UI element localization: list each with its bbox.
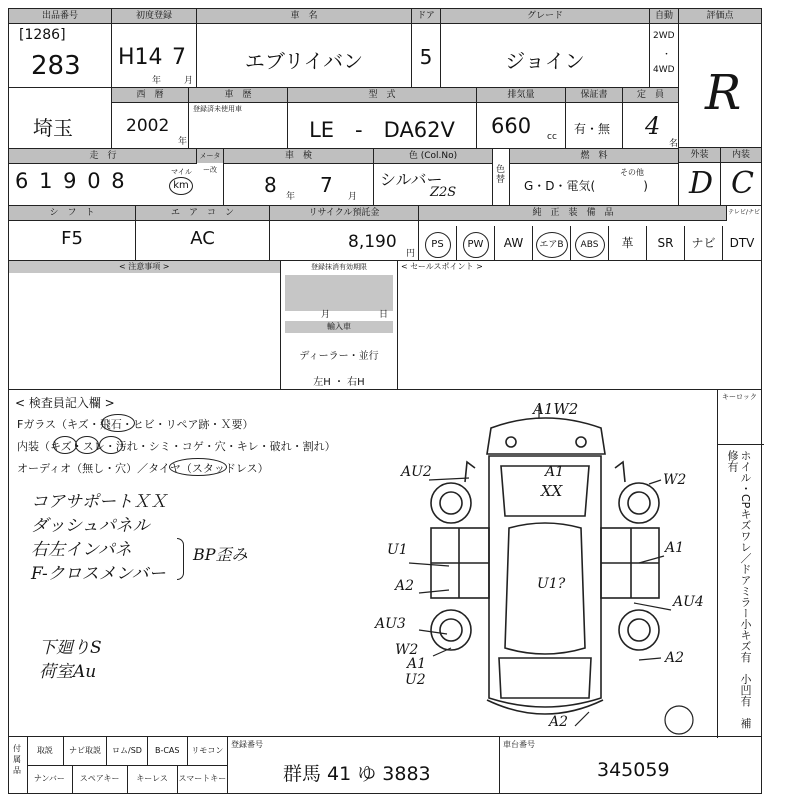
history-cell <box>188 87 288 149</box>
reg-day-unit: 日 <box>379 310 389 320</box>
accessory-side-cell <box>9 737 28 793</box>
damage-label: A1W2 <box>533 400 579 418</box>
hand-note: コアサポートＸＸ <box>31 492 167 512</box>
shift-cell <box>8 205 136 261</box>
shaken-month: 7 <box>320 173 333 197</box>
recycle-label: リサイクル預託金 <box>270 206 418 221</box>
lot-number-cell <box>8 8 112 88</box>
handwritten-bottom <box>39 636 102 684</box>
damage-label: A1 <box>407 656 427 672</box>
model-name: エブリイバン <box>244 49 364 73</box>
model-code-cell <box>287 87 477 149</box>
mileage-digit: 1 <box>39 169 55 193</box>
western-year: 2002 <box>126 116 170 136</box>
damage-label: U1 <box>387 542 408 558</box>
shift: F5 <box>61 228 83 249</box>
first-registration-cell <box>111 8 197 88</box>
hand-side-note: BP歪み <box>193 545 248 564</box>
inspection-area <box>8 389 762 737</box>
door-label: ドア <box>412 9 440 24</box>
prefecture-cell <box>8 87 112 149</box>
model-name-cell <box>196 8 412 88</box>
accessory-row-bottom <box>27 765 227 793</box>
cc-unit: cc <box>547 132 557 142</box>
windshield-line: Fガラス（キズ・飛石・ヒビ・リペア跡・Ｘ要） <box>17 418 254 431</box>
reg-label: 初度登録 <box>112 9 196 24</box>
vin-cell <box>499 737 761 793</box>
warranty-cell <box>565 87 623 149</box>
model-code: LE - DA62V <box>309 118 455 142</box>
meter-change-label: メーター改 <box>196 149 223 163</box>
mileage-digit: 0 <box>87 169 103 193</box>
western-year-cell <box>111 87 189 149</box>
auction-sheet <box>8 8 762 794</box>
tv-navi-label: テレビ/ナビ <box>726 206 761 220</box>
aircon-label: エ ア コ ン <box>136 206 269 221</box>
km-unit-circled: km <box>169 177 193 195</box>
score: R <box>705 65 742 121</box>
caution-label: < 注意事項 > <box>119 262 170 271</box>
option-pw-circled: PW <box>463 232 489 258</box>
shaken-year-unit: 年 <box>286 192 296 202</box>
lot-label: 出品番号 <box>9 9 111 24</box>
interior-grade: C <box>731 166 754 201</box>
scratch-mark-circle <box>53 436 77 454</box>
brace-mark <box>177 538 184 580</box>
keylock-box <box>717 390 764 445</box>
displacement-label: 排気量 <box>477 88 565 103</box>
reg-month-unit: 月 <box>321 310 331 320</box>
mileage-cell <box>8 148 224 206</box>
mile-label: マイル <box>171 168 192 176</box>
fuel-label: 燃 料 <box>510 149 678 164</box>
drive-4wd: 4WD <box>653 65 675 75</box>
lot-number: 283 <box>31 51 81 81</box>
damage-label: U2 <box>405 672 426 688</box>
damage-label: XX <box>541 482 563 500</box>
prefecture: 埼玉 <box>33 116 73 140</box>
audio-tire-line: オーディオ（無し・穴）／タイヤ（スタッドレス） <box>17 462 269 475</box>
warranty: 有・無 <box>574 122 611 136</box>
shaken-label: 車 検 <box>224 149 373 164</box>
color-change-cell <box>492 148 510 206</box>
drive-2wd: 2WD <box>653 31 675 41</box>
registration-box <box>280 261 398 389</box>
accessory-smart-key: スマートキー <box>178 774 227 783</box>
score-cell <box>678 8 762 148</box>
wear-mark-circle <box>75 436 99 454</box>
accessory-navi-manual: ナビ取説 <box>64 737 108 765</box>
vin-label: 車台番号 <box>503 740 535 749</box>
option-ps-circled: PS <box>425 232 451 258</box>
fuel-cell <box>509 148 679 206</box>
damage-label: AU2 <box>401 464 432 480</box>
shaken-cell <box>223 148 374 206</box>
exterior-label: 外装 <box>679 148 720 163</box>
mileage-digits <box>15 169 127 193</box>
accessory-row-top <box>27 737 227 766</box>
windshield-mark-circle <box>101 414 135 432</box>
accessory-spare-key: スペアキー <box>73 765 128 793</box>
interior-cell <box>720 147 762 206</box>
damage-label: U1? <box>537 576 566 592</box>
month-unit: 月 <box>184 76 194 86</box>
reg-era: H14 <box>118 45 163 70</box>
color-cell <box>373 148 493 206</box>
damage-label: AU3 <box>375 616 406 632</box>
accessory-keyless: キーレス <box>128 765 178 793</box>
vehicle-damage-diagram <box>389 398 719 738</box>
model-label: 車 名 <box>197 9 411 24</box>
color-code: Z2S <box>430 185 457 200</box>
hand-note: ダッシュパネル <box>31 516 150 536</box>
interior-label: 内装 <box>721 148 761 163</box>
grade-label: グレード <box>441 9 649 24</box>
color-change-label: 色替 <box>496 165 506 185</box>
import-type: ディーラー・並行 <box>299 351 379 362</box>
drive-cell <box>649 8 679 88</box>
damage-label: A2 <box>549 714 569 730</box>
wheel-note-text: ホイル・CPキズワレ／ドアミラー小キズ有 小凹有 補修有 <box>726 450 752 729</box>
shift-auto-label: 自動 <box>650 9 678 24</box>
handle-side: 左H ・ 右H <box>313 377 365 388</box>
displacement: 660 <box>491 114 532 138</box>
footer-band <box>8 736 762 794</box>
accessory-remote: リモコン <box>191 746 224 755</box>
accessory-number: ナンバー <box>27 765 73 793</box>
capacity-cell <box>622 87 679 149</box>
damage-label: A2 <box>665 650 685 666</box>
options-cell <box>418 205 762 261</box>
damage-label: W2 <box>663 472 687 488</box>
history-note: 登録済未使用車 <box>193 105 242 113</box>
doors-cell <box>411 8 441 88</box>
seat-unit: 名 <box>669 139 679 149</box>
west-label: 西 暦 <box>112 88 188 103</box>
notes-band <box>8 260 762 390</box>
mileage-label: 走 行 <box>9 149 197 164</box>
accessory-label: 付属品 <box>13 744 21 775</box>
damage-label: W2 <box>395 642 419 658</box>
accessory-manual: 取説 <box>27 737 64 765</box>
color-label: 色 (Col.No) <box>374 149 492 164</box>
fuel-options: G・D・電気( ) <box>524 179 648 193</box>
hand-note: 右左インパネ <box>31 540 132 560</box>
yen-unit: 円 <box>406 249 416 259</box>
score-label: 評価点 <box>679 9 761 24</box>
exterior-grade: D <box>689 166 714 201</box>
mileage-digit: 9 <box>63 169 79 193</box>
shift-label: シ フ ト <box>9 206 135 221</box>
mileage-digit: 6 <box>15 169 31 193</box>
history-label: 車 歴 <box>189 88 287 103</box>
plate-label: 登録番号 <box>231 740 263 749</box>
accessory-grid <box>27 737 228 793</box>
shaken-month-unit: 月 <box>348 192 358 202</box>
aircon: AC <box>190 228 215 249</box>
option-leather: 革 <box>609 226 647 260</box>
aircon-cell <box>135 205 270 261</box>
west-year-unit: 年 <box>178 137 188 147</box>
accessory-bcas: B-CAS <box>148 737 188 765</box>
sales-point-label: < セールスポイント > <box>401 262 483 271</box>
vin-number: 345059 <box>597 759 670 781</box>
color: シルバー <box>380 170 443 189</box>
option-aw: AW <box>495 226 533 260</box>
option-navi: ナビ <box>685 226 723 260</box>
wheel-note-column <box>717 444 764 738</box>
reg-validity-label: 登録抹消有効期限 <box>311 263 367 271</box>
option-dtv: DTV <box>729 236 755 250</box>
option-abs-circled: ABS <box>575 232 605 258</box>
hand-note: 荷室Au <box>39 662 97 682</box>
recycle-fee: 8,190 <box>348 232 397 252</box>
drive-dot: ・ <box>662 50 672 60</box>
damage-label: A1 <box>665 540 685 556</box>
grade: ジョイン <box>505 49 585 73</box>
seats: 4 <box>645 112 661 140</box>
plate-cell <box>227 737 500 793</box>
inspector-title: < 検査員記入欄 > <box>15 396 115 410</box>
warranty-label: 保証書 <box>566 88 622 103</box>
mileage-digit: 8 <box>111 169 127 193</box>
shaken-year: 8 <box>264 173 277 197</box>
damage-label: A1 <box>545 464 565 480</box>
import-label: 輸入車 <box>285 321 393 333</box>
dirt-mark-circle <box>99 436 123 454</box>
model-code-label: 型 式 <box>288 88 476 103</box>
option-airbag-circled: エアB <box>536 232 568 258</box>
lot-box: [1286] <box>19 27 66 43</box>
exterior-cell <box>678 147 721 206</box>
handwritten-notes <box>31 490 167 586</box>
fuel-other: その他 <box>620 168 644 177</box>
hand-note: F-クロスメンバー <box>31 564 166 584</box>
damage-label: A2 <box>395 578 415 594</box>
option-sunroof: SR <box>647 226 685 260</box>
hand-note: 下廻りS <box>39 638 102 658</box>
accessory-rom-sd: ロム/SD <box>107 737 147 765</box>
doors: 5 <box>419 45 433 69</box>
displacement-cell <box>476 87 566 149</box>
capacity-label: 定 員 <box>623 88 678 103</box>
plate-number: 群馬 41 ゆ 3883 <box>283 763 431 785</box>
reg-validity-box <box>285 275 393 311</box>
recycle-cell <box>269 205 419 261</box>
damage-label: AU4 <box>673 594 704 610</box>
year-unit: 年 <box>152 76 162 86</box>
grade-cell <box>440 8 650 88</box>
studless-mark-circle <box>169 458 227 476</box>
options-label: 純 正 装 備 品 <box>419 206 727 221</box>
keylock-label: キーロック <box>722 393 757 401</box>
reg-month: 7 <box>172 45 186 70</box>
options-row <box>419 226 761 260</box>
interior-line: 内装（キズ・スレ・汚れ・シミ・コゲ・穴・キレ・破れ・割れ） <box>17 440 336 453</box>
